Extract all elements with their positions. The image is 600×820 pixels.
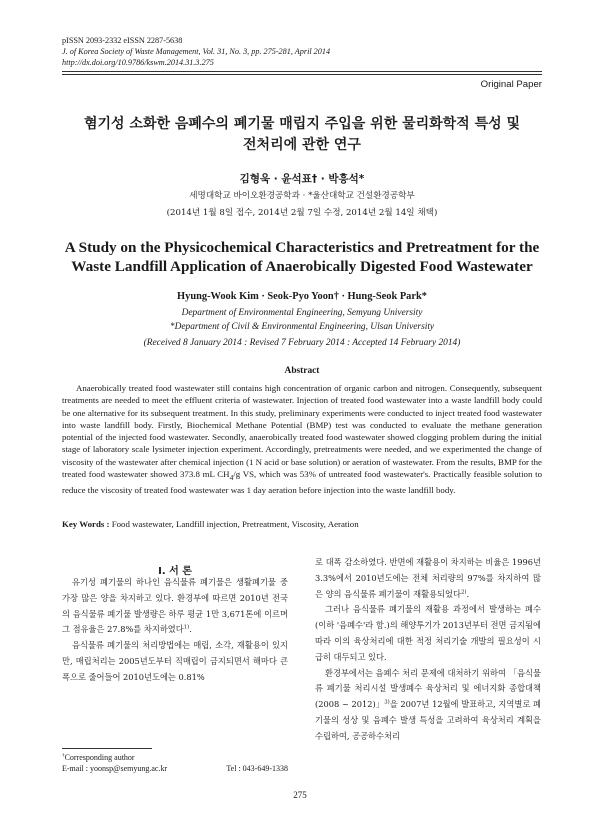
- header-rule-top: [62, 71, 542, 72]
- korean-title: 혐기성 소화한 음폐수의 폐기물 매립지 주입을 위한 물리화학적 특성 및 전처리에 관한 연구: [83, 116, 521, 153]
- abstract-heading: Abstract: [284, 366, 320, 376]
- footnote-rule: [62, 748, 152, 749]
- english-authors: Hyung-Wook Kim · Seok-Pyo Yoon† · Hung-Seok Park*: [177, 291, 427, 302]
- right-column: [315, 555, 541, 745]
- keywords-label: Key Words :: [62, 519, 110, 529]
- dagger-mark: †: [62, 752, 65, 759]
- korean-authors: 김형욱 · 윤석표† · 박흥석*: [239, 173, 365, 185]
- journal-header: [62, 35, 542, 90]
- doi-link[interactable]: http://dx.doi.org/10.9786/kswm.2014.31.3.275: [62, 58, 214, 67]
- abstract-body: Anaerobically treated food wastewater still contains high concentration of organic carbon and nitrogen. Consequently, subsequent treatments are needed to meet the effluent criteria of wastewater. Injection of treated food wastewater into a waste landfill body could be one alternative for its subsequent treatment. In this study, preliminary experiments were conducted to inject treated food wastewater into waste landfill body. Firstly, Biochemical Methane Potential (BMP) test was conducted to evaluate the methane generation potential of the injected food wastewater. Secondly, anaerobically treated food wastewater showed clogging problem during the initial stage of laboratory scale lysimeter injection experiment. Accordingly, pretreatments were needed, and we experimented the change of viscosity of the wastewater after chemical injection (1 N acid or base solution) or aeration of wastewater. From the results, BMP for the treated food wastewater showed 373.8 mL $CH_4/g$ VS, which was 53% of untreated food wastewater's. Practically feasible solution to reduce the viscosity of treated food wastewater was 1 day aeration before injection into the waste landfill body.: [62, 383, 542, 495]
- left-column: [62, 575, 288, 686]
- english-affiliation-1: Department of Environmental Engineering, Semyung University: [181, 308, 423, 318]
- keywords-list: Food wastewater, Landfill injection, Pretreatment, Viscosity, Aeration: [109, 519, 359, 529]
- author-phone: Tel : 043-649-1338: [226, 764, 288, 773]
- english-dates: (Received 8 January 2014 : Revised 7 February 2014 : Accepted 14 February 2014): [143, 338, 461, 348]
- author-email[interactable]: E-mail : yoonsp@semyung.ac.kr: [62, 764, 168, 773]
- page-number: 275: [293, 790, 307, 800]
- paragraph: 음식물류 폐기물의 처리방법에는 매립, 소각, 재활용이 있지만, 매립처리는 2005년도부터 직매립이 금지되면서 해마다 큰 폭으로 줄어들어 2010년도에는 0.81%: [62, 640, 288, 682]
- header-rule-bottom: [62, 74, 542, 75]
- paragraph: 로 대폭 감소하였다. 반면에 재활용이 차지하는 비율은 1996년 3.3%에서 2010년도에는 전체 처리량의 97%를 차지하여 많은 양의 음식물류 폐기물이 재활용되었다$^{2)}$.: [315, 557, 541, 599]
- reference-marker[interactable]: 2): [460, 588, 467, 595]
- section-heading-introduction: I. 서 론: [158, 566, 192, 577]
- korean-dates: (2014년 1월 8일 접수, 2014년 2월 7일 수정, 2014년 2월 14일 채택): [166, 208, 438, 218]
- journal-citation: J. of Korea Society of Waste Management, Vol. 31, No. 3, pp. 275-281, April 2014: [62, 47, 331, 56]
- english-affiliation-2: *Department of Civil & Environmental Engineering, Ulsan University: [169, 322, 435, 332]
- english-title: A Study on the Physicochemical Characteristics and Pretreatment for the Waste Landfill Application of Anaerobically Digested Food Wastewater: [64, 239, 540, 275]
- issn-line: pISSN 2093-2332 eISSN 2287-5638: [62, 36, 183, 45]
- reference-marker[interactable]: 1): [183, 624, 190, 631]
- corresponding-author-footnote: †Corresponding author E-mail : yoonsp@semyung.ac.kr Tel : 043-649-1338: [62, 752, 288, 773]
- reference-marker[interactable]: 3): [384, 699, 390, 706]
- korean-affiliation: 세명대학교 바이오환경공학과 · *울산대학교 건설환경공학부: [189, 191, 415, 201]
- paragraph: 유기성 폐기물의 하나인 음식물류 폐기물은 생활폐기물 중 가장 많은 양을 차지하고 있다. 환경부에 따르면 2010년 전국의 음식물류 폐기물 발생량은 하루 평균 1만 3,671톤에 이르며 그 점유율은 27.8%를 차지하였다$^{1)}$.: [62, 577, 288, 635]
- paragraph: 환경부에서는 음폐수 처리 문제에 대처하기 위하여 「음식물류 폐기물 처리시설 발생폐수 육상처리 및 에너지화 종합대책 (2008 ~ 2012)」$^{3)}$을 2007년 12월에 발표하고, 지역별로 폐기물의 성상 및 음폐수 발생 특성을 고려하여 육상처리 계획을 수립하여, 공공하수처리: [315, 667, 541, 741]
- keywords: [62, 519, 542, 529]
- subscript-4: 4: [229, 472, 234, 482]
- article-type-label: Original Paper: [480, 79, 542, 90]
- paragraph: 그러나 음식물류 폐기물의 재활용 과정에서 발생하는 폐수(이하 '음폐수'라 함.)의 해양투기가 2013년부터 전면 금지됨에 따라 이의 육상처리에 대한 적정 처리기술 개발의 필요성이 시급히 대두되고 있다.: [315, 604, 541, 662]
